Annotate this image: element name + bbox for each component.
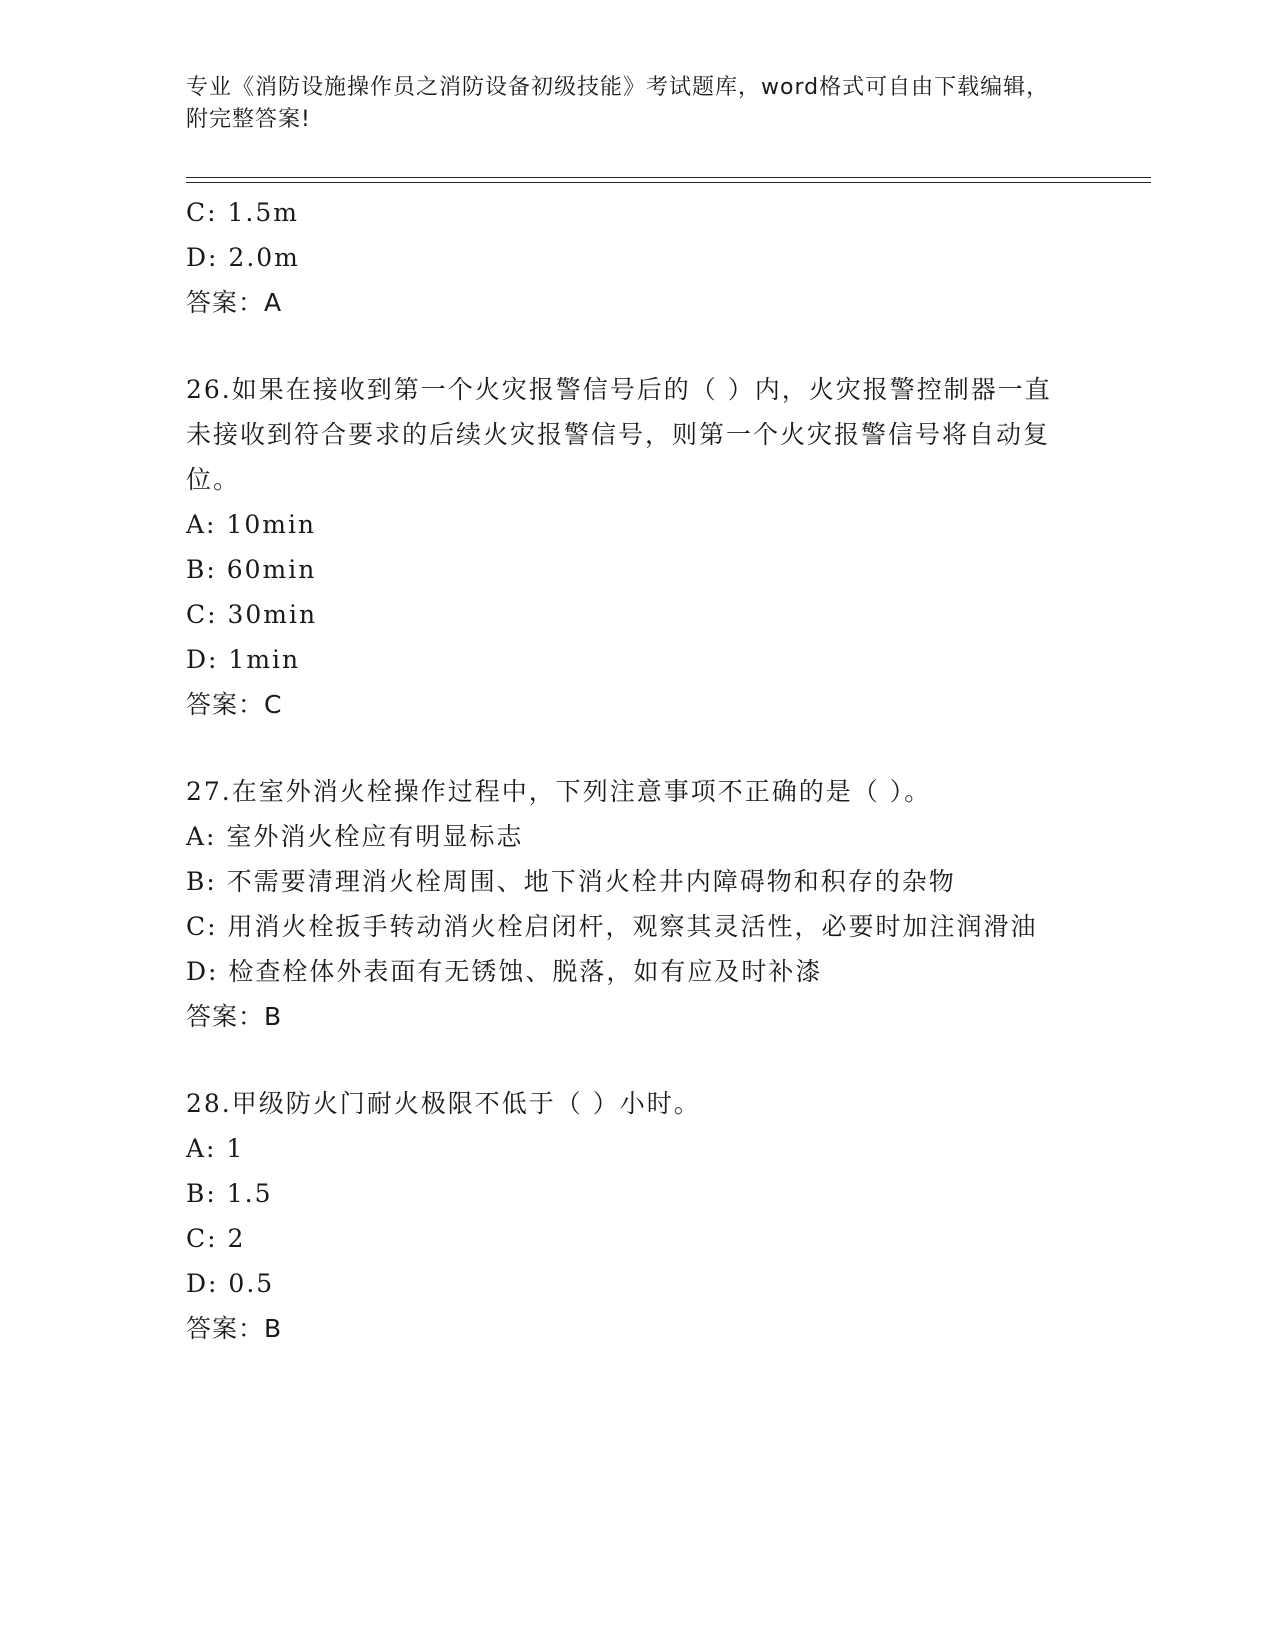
document-header: 专业《消防设施操作员之消防设备初级技能》考试题库，word格式可自由下载编辑，附完整答案! xyxy=(186,75,1050,132)
answer-line: 答案：B xyxy=(186,1002,283,1031)
option-b: B: 1.5 xyxy=(186,1179,273,1208)
answer-line: 答案：B xyxy=(186,1314,283,1343)
option-b: B: 不需要清理消火栓周围、地下消火栓井内障碍物和积存的杂物 xyxy=(186,867,956,896)
option-c: C: 1.5m xyxy=(186,198,299,227)
question-stem: 27.在室外消火栓操作过程中，下列注意事项不正确的是（ ）。 xyxy=(186,777,932,806)
option-c: C: 30min xyxy=(186,600,318,629)
question-28 xyxy=(186,1081,1086,1351)
option-c: C: 2 xyxy=(186,1224,246,1253)
header-rule-bottom xyxy=(186,182,1151,183)
question-26 xyxy=(186,367,1086,727)
option-c: C: 用消火栓扳手转动消火栓启闭杆，观察其灵活性，必要时加注润滑油 xyxy=(186,912,1038,941)
question-27 xyxy=(186,769,1086,1039)
option-a: A: 1 xyxy=(186,1134,245,1163)
option-b: B: 60min xyxy=(186,555,317,584)
answer-line: 答案：C xyxy=(186,690,283,719)
answer-line: 答案：A xyxy=(186,288,283,317)
question-25-tail xyxy=(186,190,1086,325)
option-a: A: 10min xyxy=(186,510,317,539)
option-d: D: 0.5 xyxy=(186,1269,275,1298)
option-a: A: 室外消火栓应有明显标志 xyxy=(186,822,524,851)
option-d: D: 1min xyxy=(186,645,301,674)
header-rule-top xyxy=(186,177,1151,178)
option-d: D: 检查栓体外表面有无锈蚀、脱落，如有应及时补漆 xyxy=(186,957,823,986)
spacer xyxy=(186,727,1086,769)
document-body xyxy=(186,190,1086,1351)
spacer xyxy=(186,1039,1086,1081)
question-stem: 26.如果在接收到第一个火灾报警信号后的（ ）内，火灾报警控制器一直未接收到符合要求的后续火灾报警信号，则第一个火灾报警信号将自动复位。 xyxy=(186,375,1052,494)
spacer xyxy=(186,325,1086,367)
question-stem: 28.甲级防火门耐火极限不低于（ ）小时。 xyxy=(186,1089,701,1118)
option-d: D: 2.0m xyxy=(186,243,300,272)
